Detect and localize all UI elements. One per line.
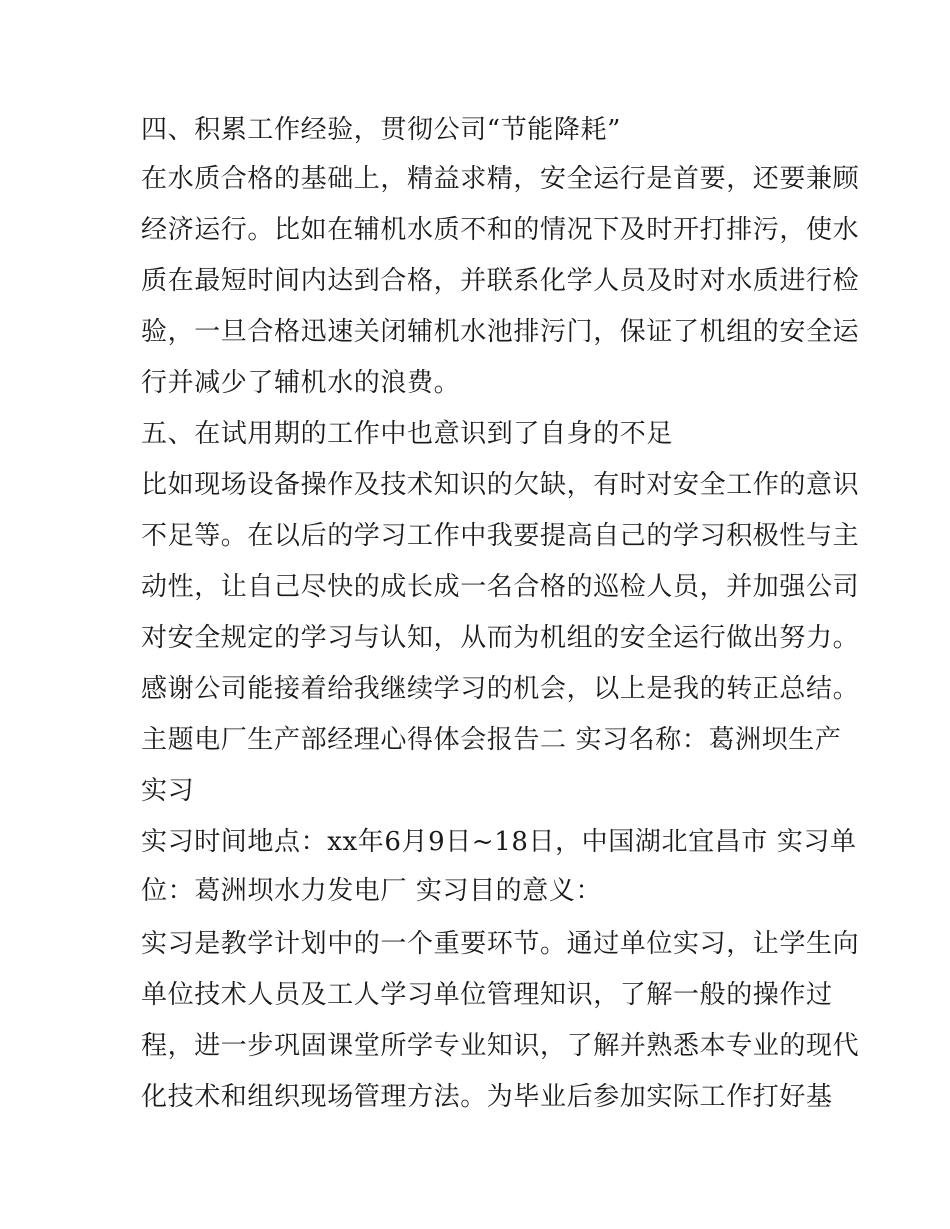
text-line: 化技术和组织现场管理方法。为毕业后参加实际工作打好基 [141, 1082, 833, 1112]
section-heading-5: 五、在试用期的工作中也意识到了自身的不足 [141, 419, 674, 449]
report-title-line: 主题电厂生产部经理心得体会报告二 实习名称：葛洲坝生产 [141, 725, 842, 755]
report-title-line: 实习 [141, 776, 195, 806]
text-line: 程，进一步巩固课堂所学专业知识，了解并熟悉本专业的现代 [141, 1031, 860, 1061]
text-line: 位：葛洲坝水力发电厂 实习目的意义： [141, 876, 603, 906]
text-line: 行并减少了辅机水的浪费。 [141, 368, 461, 398]
text-line: 在水质合格的基础上，精益求精，安全运行是首要，还要兼顾 [141, 164, 860, 194]
text-line: 动性，让自己尽快的成长成一名合格的巡检人员，并加强公司 [141, 572, 860, 602]
text-line: 实习时间地点：xx年6月9日~18日，中国湖北宜昌市 实习单 [141, 827, 857, 857]
text-line: 比如现场设备操作及技术知识的欠缺，有时对安全工作的意识 [141, 470, 860, 500]
text-line: 感谢公司能接着给我继续学习的机会，以上是我的转正总结。 [141, 674, 860, 704]
section-heading-4: 四、积累工作经验，贯彻公司“节能降耗” [141, 115, 621, 145]
text-line: 经济运行。比如在辅机水质不和的情况下及时开打排污，使水 [141, 215, 860, 245]
text-line: 不足等。在以后的学习工作中我要提高自己的学习积极性与主 [141, 521, 860, 551]
text-line: 对安全规定的学习与认知，从而为机组的安全运行做出努力。 [141, 623, 860, 653]
text-line: 单位技术人员及工人学习单位管理知识，了解一般的操作过 [141, 980, 833, 1010]
text-line: 质在最短时间内达到合格，并联系化学人员及时对水质进行检 [141, 266, 860, 296]
text-line: 验，一旦合格迅速关闭辅机水池排污门，保证了机组的安全运 [141, 317, 860, 347]
text-line: 实习是教学计划中的一个重要环节。通过单位实习，让学生向 [141, 929, 860, 959]
